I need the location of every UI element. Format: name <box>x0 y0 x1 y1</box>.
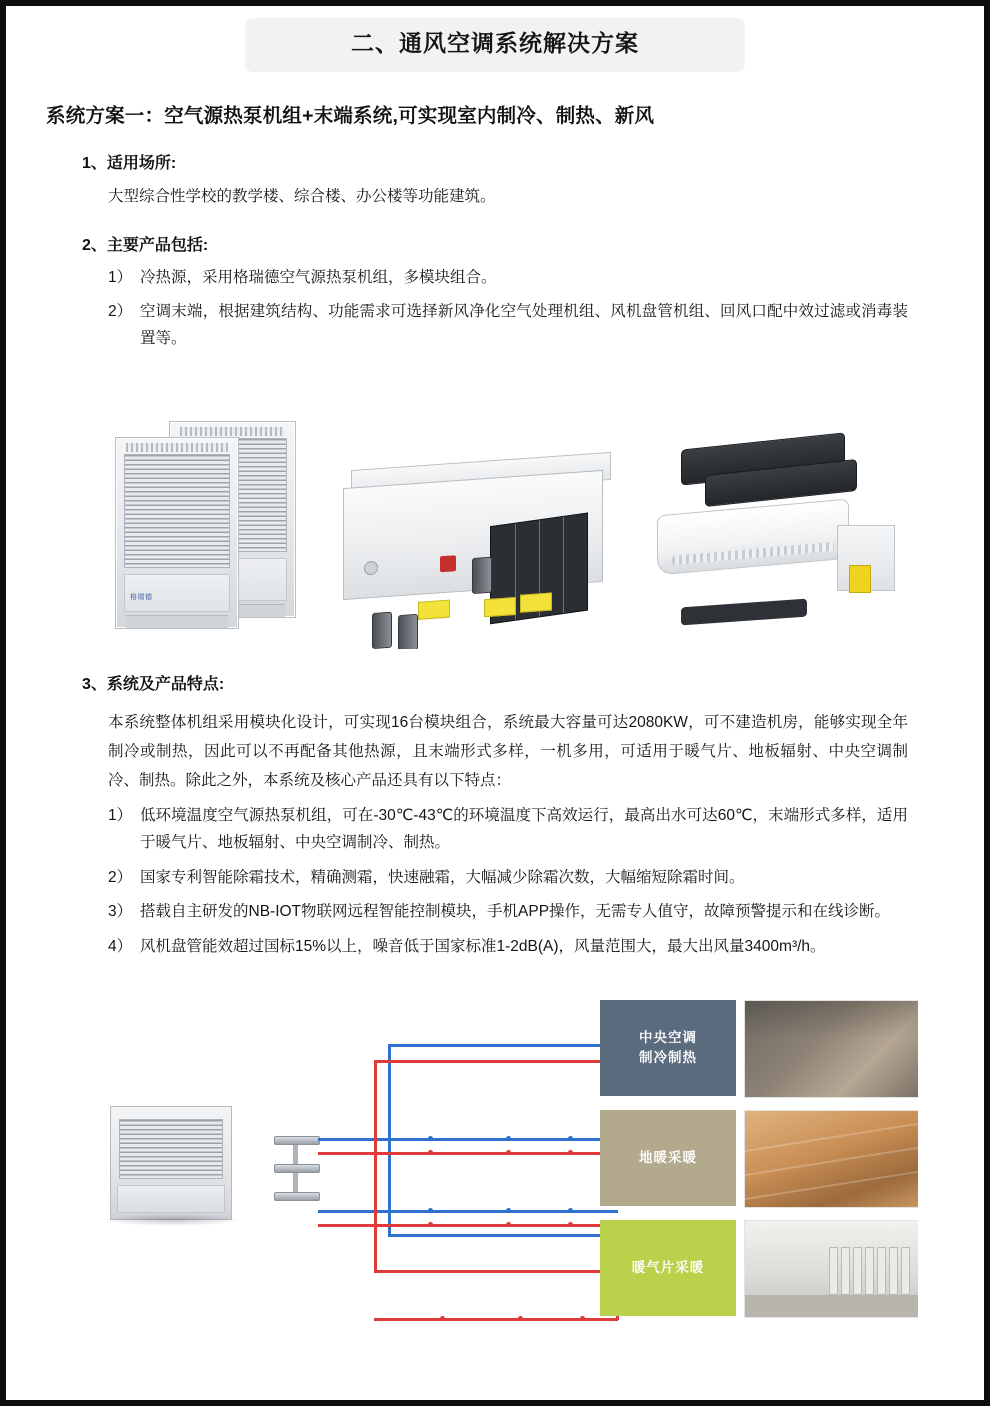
fcu-label <box>849 565 871 593</box>
list-text: 国家专利智能除霜技术，精确测霜，快速融霜，大幅减少除霜次数，大幅缩短除霜时间。 <box>140 868 745 886</box>
list-marker: 4） <box>108 937 133 955</box>
section-2 <box>0 232 990 353</box>
list-marker: 1） <box>108 268 133 286</box>
page-edge-right <box>984 0 990 1406</box>
title-banner <box>0 0 990 72</box>
pipe-cold-supply <box>318 1138 618 1141</box>
list-marker: 3） <box>108 903 133 921</box>
ahu-warning-label <box>520 592 552 612</box>
product-photo-strip <box>88 369 918 649</box>
list-marker: 2） <box>108 303 133 321</box>
list-item <box>108 934 908 961</box>
ahu-red-marker <box>440 555 456 572</box>
fan-grill-icon <box>119 1119 223 1179</box>
section-3 <box>0 671 990 961</box>
unit-base <box>126 615 228 628</box>
air-handling-unit-image <box>333 431 633 631</box>
diagram-manifold <box>274 1128 318 1214</box>
fcu-wall-unit <box>657 498 849 575</box>
manifold-bar <box>274 1136 320 1145</box>
pipe-hot-supply <box>318 1152 618 1155</box>
ahu-warning-label <box>484 597 516 617</box>
section-3-paragraph: 本系统整体机组采用模块化设计，可实现16台模块组合，系统最大容量可达2080KW，可不建造机房，能够实现全年制冷或制热，因此可以不再配备其他热源，且末端形式多样，一机多用，可适用于暖气片、地板辐射、中央空调制冷、制热。除此之外，本系统及核心产品还具有以下特点： <box>108 714 908 789</box>
pipe-cold-return <box>318 1210 618 1213</box>
section-1-title <box>82 150 990 173</box>
section-1-number: 1、 <box>82 154 107 172</box>
ahu-pipe-port <box>372 611 392 648</box>
brand-logo: 格瑞德 <box>130 593 153 601</box>
ahu-knob-icon <box>364 560 378 575</box>
page-edge-left <box>0 0 6 1406</box>
ahu-body-casing <box>343 470 603 600</box>
list-marker: 1） <box>108 807 133 825</box>
section-3-title <box>82 671 990 694</box>
pipe-cold-branch-bottom <box>388 1234 618 1237</box>
section-2-list <box>108 265 908 353</box>
section-1-body <box>108 183 908 210</box>
pipe-hot-return <box>318 1224 618 1227</box>
fcu-base <box>681 598 807 625</box>
section-2-label: 主要产品包括: <box>106 236 209 254</box>
scheme-heading: 系统方案一：空气源热泵机组+末端系统,可实现室内制冷、制热、新风 <box>46 104 655 127</box>
title-box <box>245 18 745 72</box>
list-item <box>108 865 908 892</box>
list-marker: 2） <box>108 868 133 886</box>
pipe-hot-riser <box>374 1060 377 1270</box>
list-text: 空调末端，根据建筑结构、功能需求可选择新风净化空气处理机组、风机盘管机组、回风口配中效过滤或消毒装置等。 <box>140 303 908 348</box>
list-text: 冷热源，采用格瑞德空气源热泵机组，多模块组合。 <box>140 268 497 286</box>
section-3-label: 系统及产品特点: <box>106 675 225 693</box>
air-vent-icon <box>672 542 834 565</box>
section-3-list <box>108 803 908 960</box>
diagram-photo-radiator <box>744 1220 918 1318</box>
pipe-cold-branch-top <box>388 1044 618 1047</box>
unit-shadow <box>102 1214 242 1226</box>
diagram-panel-radiator <box>600 1220 736 1316</box>
diagram-panel-floor-heating <box>600 1110 736 1206</box>
manifold-bar <box>274 1164 320 1173</box>
fan-grill-icon <box>126 443 228 452</box>
page-title: 二、通风空调系统解决方案 <box>351 30 639 56</box>
list-text: 低环境温度空气源热泵机组，可在-30℃-43℃的环境温度下高效运行，最高出水可达60℃，末端形式多样，适用于暖气片、地板辐射、中央空调制冷、制热。 <box>140 807 908 851</box>
list-text: 搭载自主研发的NB-IOT物联网远程智能控制模块，手机APP操作，无需专人值守，故障预警提示和在线诊断。 <box>140 903 891 921</box>
panel-label: 中央空调 制冷制热 <box>639 1030 697 1066</box>
section-1-paragraph: 大型综合性学校的教学楼、综合楼、办公楼等功能建筑。 <box>108 187 496 205</box>
product-photo-stage <box>88 369 918 649</box>
list-item <box>108 299 908 352</box>
pipe-hot-branch-top <box>374 1060 618 1063</box>
diagram-panel-central-ac <box>600 1000 736 1096</box>
ahu-warning-label <box>418 599 450 619</box>
system-diagram-image <box>88 978 918 1358</box>
section-2-number: 2、 <box>82 236 107 254</box>
ahu-pipe-port <box>398 614 418 649</box>
louver-panel <box>124 454 230 568</box>
list-text: 风机盘管能效超过国标15%以上，噪音低于国家标准1-2dB(A)，风量范围大，最大出风量3400m³/h。 <box>140 937 826 955</box>
heat-pump-module-image <box>109 401 319 631</box>
section-3-number: 3、 <box>82 675 107 693</box>
section-3-body <box>108 709 908 960</box>
manifold-bar <box>274 1192 320 1201</box>
fan-coil-unit-image <box>647 421 897 631</box>
page-edge-top <box>0 0 990 6</box>
unit-base <box>117 1185 225 1213</box>
panel-label: 地暖采暖 <box>639 1150 697 1166</box>
ahu-pipe-port <box>472 556 492 593</box>
diagram-photo-central-ac <box>744 1000 918 1098</box>
list-item <box>108 899 908 926</box>
photo-floor-band <box>745 1295 918 1317</box>
pipe-cold-riser <box>388 1044 391 1234</box>
section-2-body <box>108 265 908 353</box>
panel-label: 暖气片采暖 <box>631 1260 705 1276</box>
section-2-title <box>82 232 990 255</box>
fan-grill-icon <box>180 427 285 436</box>
section-1 <box>0 150 990 210</box>
pipe-hot-branch-bottom <box>374 1270 618 1273</box>
page-edge-bottom <box>0 1400 990 1406</box>
heat-pump-unit-front <box>115 437 239 629</box>
section-1-label: 适用场所: <box>106 154 177 172</box>
list-item <box>108 265 908 292</box>
list-item <box>108 803 908 856</box>
diagram-heat-pump-unit <box>110 1106 232 1220</box>
diagram-photo-floor-heating <box>744 1110 918 1208</box>
